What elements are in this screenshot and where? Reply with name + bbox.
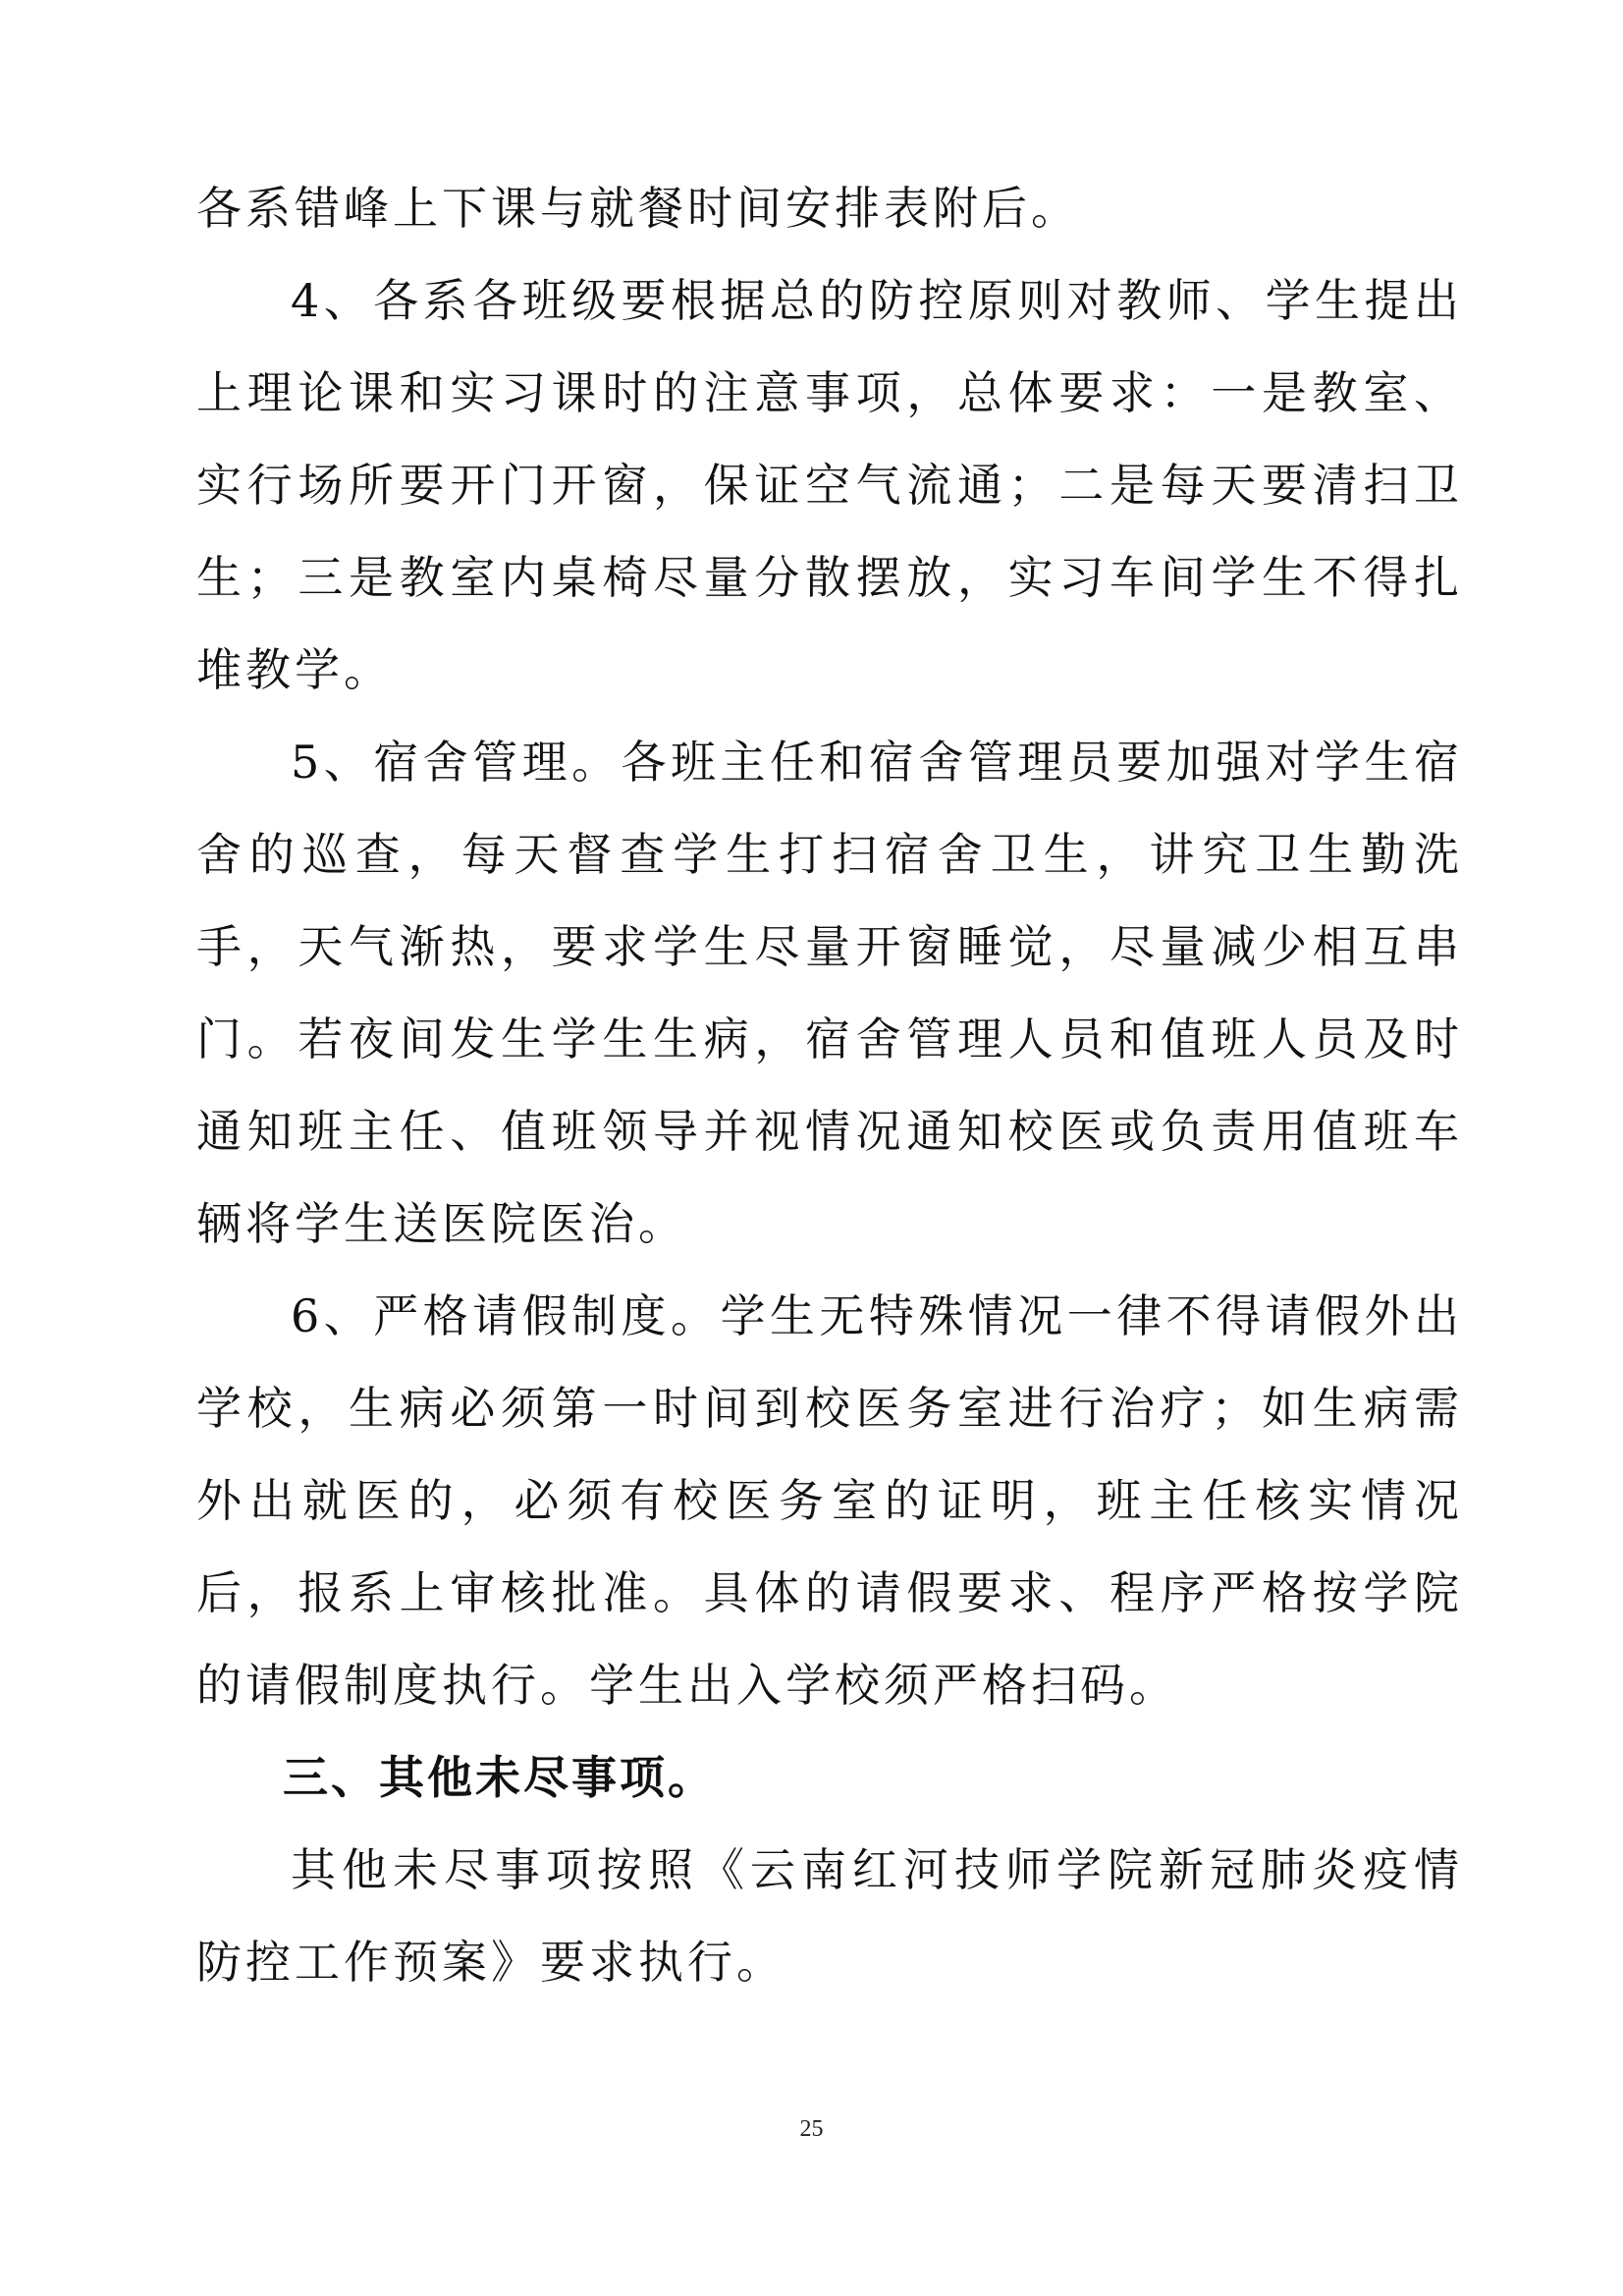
paragraph-closing: 其他未尽事项按照《云南红河技师学院新冠肺炎疫情防控工作预案》要求执行。	[196, 1843, 1463, 1989]
paragraph-item-6: 6、严格请假制度。学生无特殊情况一律不得请假外出学校，生病必须第一时间到校医务室进行治疗；如生病需外出就医的，必须有校医务室的证明，班主任核实情况后，报系上审核批准。具体的请假要求、程序严格按学院的请假制度执行。学生出入学校须严格扫码。	[196, 1289, 1463, 1712]
section-heading: 三、其他未尽事项。	[283, 1751, 716, 1804]
document-body	[196, 162, 1463, 2008]
paragraph-schedule-note: 各系错峰上下课与就餐时间安排表附后。	[196, 182, 1080, 235]
paragraph-item-5: 5、宿舍管理。各班主任和宿舍管理员要加强对学生宿舍的巡查，每天督查学生打扫宿舍卫生，讲究卫生勤洗手，天气渐热，要求学生尽量开窗睡觉，尽量减少相互串门。若夜间发生学生生病，宿舍管理人员和值班人员及时通知班主任、值班领导并视情况通知校医或负责用值班车辆将学生送医院医治。	[196, 736, 1463, 1250]
paragraph-item-4: 4、各系各班级要根据总的防控原则对教师、学生提出上理论课和实习课时的注意事项，总体要求：一是教室、实行场所要开门开窗，保证空气流通；二是每天要清扫卫生；三是教室内桌椅尽量分散摆放，实习车间学生不得扎堆教学。	[196, 274, 1463, 696]
page-number: 25	[799, 2116, 824, 2142]
